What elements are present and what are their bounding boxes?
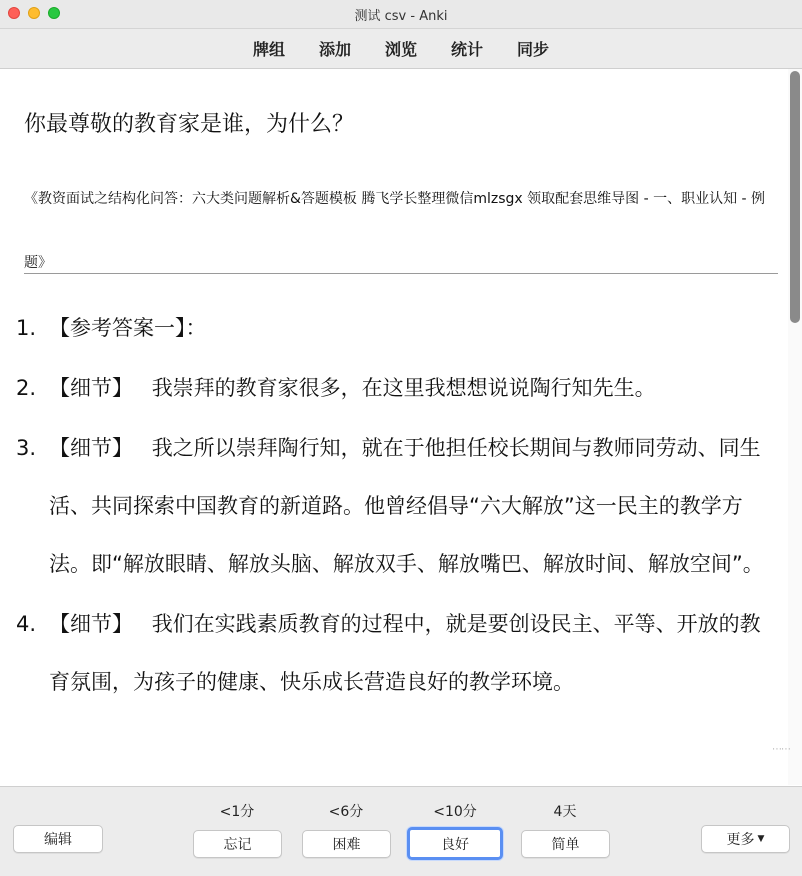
toolbar-browse[interactable]: 浏览 <box>384 40 417 59</box>
answer-item-3 <box>0 419 788 593</box>
chevron-down-icon: ▼ <box>757 834 765 844</box>
answer-tag: 【细节】 <box>49 376 133 400</box>
more-button-label: 更多 <box>726 832 755 848</box>
answer-tag: 【细节】 <box>49 612 133 636</box>
interval-hard: <6分 <box>328 804 364 820</box>
window-controls <box>8 7 60 19</box>
card-source: 《教资面试之结构化问答：六大类问题解析&答题模板 腾飞学长整理微信mlzsgx 领取配套思维导图 - 一、职业认知 - 例题》 <box>24 191 766 271</box>
answer-list <box>0 299 788 713</box>
answer-text: 我崇拜的教育家很多，在这里我想想说说陶行知先生。 <box>151 376 656 400</box>
answer-number: 2. <box>16 376 37 400</box>
answer-text: 我们在实践素质教育的过程中，就是要创设民主、平等、开放的教育氛围，为孩子的健康、快乐成长营造良好的教学环境。 <box>49 612 761 694</box>
scrollbar-thumb[interactable] <box>790 71 800 323</box>
answer-number: 1. <box>16 316 37 340</box>
interval-again: <1分 <box>219 804 255 820</box>
answer-item-4 <box>0 595 788 711</box>
answer-tag: 【参考答案一】： <box>49 316 207 340</box>
good-button[interactable]: 良好 <box>407 827 503 860</box>
zoom-window-button[interactable] <box>48 7 60 19</box>
card-question: 你最尊敬的教育家是谁，为什么？ <box>24 112 355 137</box>
answer-number: 3. <box>16 436 37 460</box>
interval-good: <10分 <box>433 804 477 820</box>
more-button[interactable] <box>701 825 790 853</box>
answer-text: 我之所以崇拜陶行知，就在于他担任校长期间与教师同劳动、同生活、共同探索中国教育的新道路。他曾经倡导“六大解放”这一民主的教学方法。即“解放眼睛、解放头脑、解放双手、解放嘴巴、解放时间、解放空间”。 <box>49 436 764 576</box>
main-toolbar <box>0 29 802 69</box>
interval-easy: 4天 <box>553 804 577 820</box>
again-button[interactable]: 忘记 <box>193 830 282 858</box>
answer-item-1 <box>0 299 788 357</box>
toolbar-decks[interactable]: 牌组 <box>252 40 285 59</box>
toolbar-add[interactable]: 添加 <box>318 40 351 59</box>
edit-button[interactable]: 编辑 <box>13 825 103 853</box>
easy-button[interactable]: 简单 <box>521 830 610 858</box>
close-window-button[interactable] <box>8 7 20 19</box>
answer-tag: 【细节】 <box>49 436 133 460</box>
hard-button[interactable]: 困难 <box>302 830 391 858</box>
title-bar <box>0 0 802 29</box>
resize-grip-icon[interactable]: ⋯⋯ <box>772 744 790 755</box>
answer-item-2 <box>0 359 788 417</box>
answer-number: 4. <box>16 612 37 636</box>
window-title: 测试 csv - Anki <box>354 8 448 24</box>
toolbar-sync[interactable]: 同步 <box>517 40 550 59</box>
answer-divider <box>24 273 778 274</box>
toolbar-stats[interactable]: 统计 <box>451 40 484 59</box>
review-bottom-bar <box>0 786 802 876</box>
minimize-window-button[interactable] <box>28 7 40 19</box>
card-content <box>0 69 788 785</box>
